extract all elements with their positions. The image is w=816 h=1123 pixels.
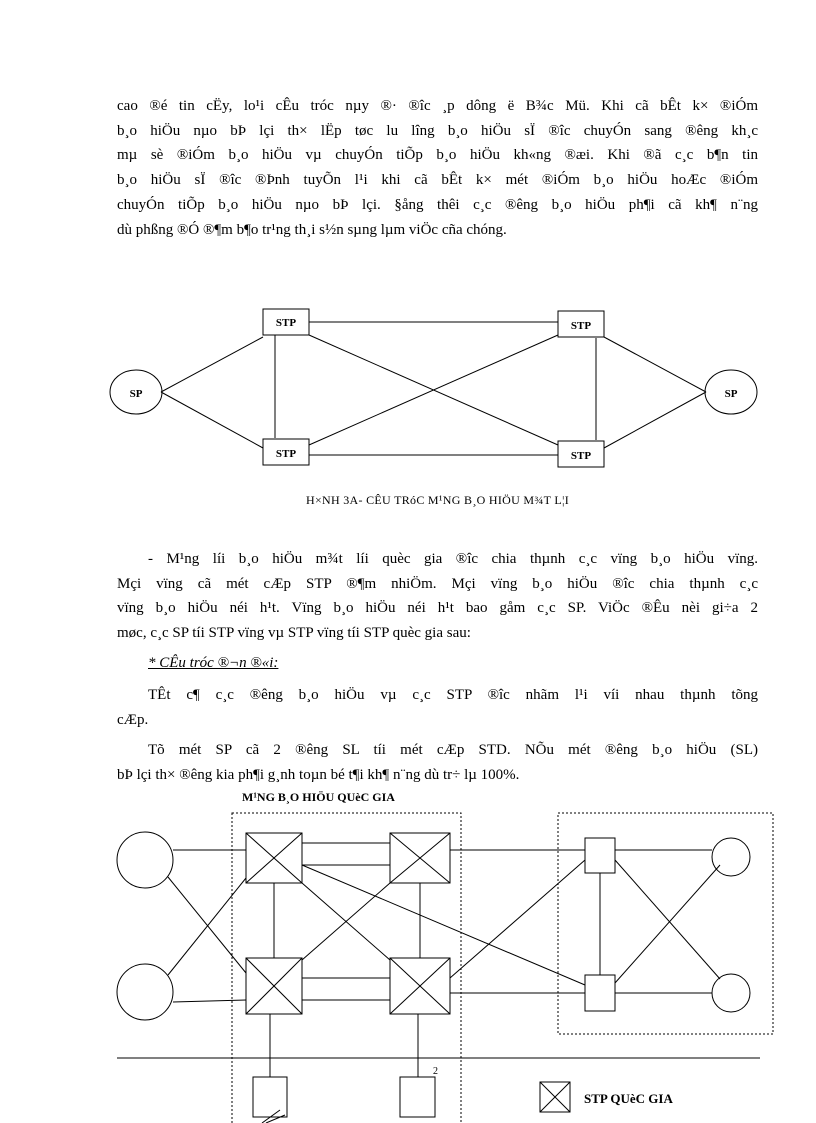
text-line: møc, c¸c SP tíi STP vïng vµ STP vïng tíi STP quèc gia sau:	[117, 625, 471, 642]
national-network-diagram	[0, 805, 816, 1123]
stp-node	[585, 838, 615, 873]
national-stp-node	[246, 958, 302, 1014]
link	[615, 865, 720, 983]
figure-caption: H×NH 3A- CÊU TRóC M¹NG B¸O HIÖU M¾T L¦I	[305, 493, 570, 507]
subheading: * CÊu tróc ®¬n ®«i:	[148, 655, 279, 671]
legend-stp-symbol	[540, 1082, 570, 1112]
text-line: Mçi vïng cã mét cÆp STP ®¶m nhiÖm. Mçi vïng b¸o hiÖu ®îc chia thµnh c¸c	[117, 575, 758, 592]
text-line: vïng b¸o hiÖu néi h¹t. Vïng b¸o hiÖu néi h¹t bao gåm c¸c SP. ViÖc ®Êu nèi gi÷a 2	[117, 600, 758, 617]
text-line: Tõ mét SP cã 2 ®êng SL tíi mét cÆp STD. NÕu mét ®êng b¸o hiÖu (SL)	[148, 742, 758, 758]
link	[604, 392, 706, 448]
stp-label: STP	[275, 448, 297, 460]
link	[173, 1000, 246, 1002]
text-line: cao ®é tin cËy, lo¹i cÊu tróc nµy ®· ®îc ¸p dông ë B¾c Mü. Khi cã bÊt k× ®iÓm	[117, 98, 758, 114]
sp-label: SP	[724, 388, 738, 400]
link	[604, 337, 706, 392]
link	[168, 877, 246, 973]
sp-node	[117, 832, 173, 888]
stp-node	[585, 975, 615, 1011]
stp-label: STP	[570, 450, 592, 462]
network-title: M¹NG B¸O HIÖU QUèC GIA	[242, 790, 395, 804]
link	[161, 337, 263, 392]
sp-node	[712, 838, 750, 876]
sp-node	[117, 964, 173, 1020]
sp-node	[712, 974, 750, 1012]
text-line: b¸o hiÖu nµo bÞ lçi th× lËp tøc lu lîng b¸o hiÖu sÏ ®îc chuyÓn sang ®êng kh¸c	[117, 122, 758, 139]
national-stp-node	[390, 958, 450, 1014]
national-stp-node	[390, 833, 450, 883]
stp-label: STP	[275, 317, 297, 329]
text-line: bÞ lçi th× ®êng kia ph¶i g¸nh toµn bé t¶i kh¶ n¨ng dù tr÷ lµ 100%.	[117, 766, 520, 783]
paragraph-3	[117, 683, 758, 732]
regional-stp-node	[253, 1077, 287, 1117]
regional-stp-node	[400, 1077, 435, 1117]
number-mark: 2	[433, 1066, 438, 1077]
link	[615, 860, 720, 979]
link	[168, 878, 246, 975]
legend-label: STP QUèC GIA	[584, 1091, 673, 1106]
mesh-network-diagram	[0, 0, 816, 490]
national-stp-node	[246, 833, 302, 883]
text-line: cÆp.	[117, 711, 149, 728]
link	[450, 860, 585, 978]
stp-label: STP	[570, 320, 592, 332]
paragraph-4	[117, 738, 758, 787]
sp-label: SP	[129, 388, 143, 400]
text-line: b¸o hiÖu sÏ ®îc ®Þnh tuyÕn l¹i khi cã bÊt k× mét ®iÓm b¸o hiÖu hoÆc ®iÓm	[117, 172, 758, 189]
link	[161, 392, 263, 448]
text-line: mµ sè ®iÓm b¸o hiÖu vµ chuyÓn tiÕp b¸o hiÖu kh«ng ®æi. Khi ®ã c¸c b¶n tin	[117, 147, 758, 164]
text-line: chuyÓn tiÕp b¸o hiÖu nµo bÞ lçi. §ång thêi c¸c ®êng b¸o hiÖu ph¶i cã kh¶ n¨ng	[117, 196, 758, 213]
text-line: TÊt c¶ c¸c ®êng b¸o hiÖu vµ c¸c STP ®îc nhãm l¹i víi nhau thµnh tõng	[148, 687, 758, 703]
text-line: - M¹ng líi b¸o hiÖu m¾t líi quèc gia ®îc chia thµnh c¸c vïng b¸o hiÖu vïng.	[148, 551, 758, 567]
text-line: dù phßng ®Ó ®¶m b¶o tr¹ng th¸i s½n sµng lµm viÖc cña chóng.	[117, 221, 507, 238]
paragraph-2	[117, 547, 758, 646]
